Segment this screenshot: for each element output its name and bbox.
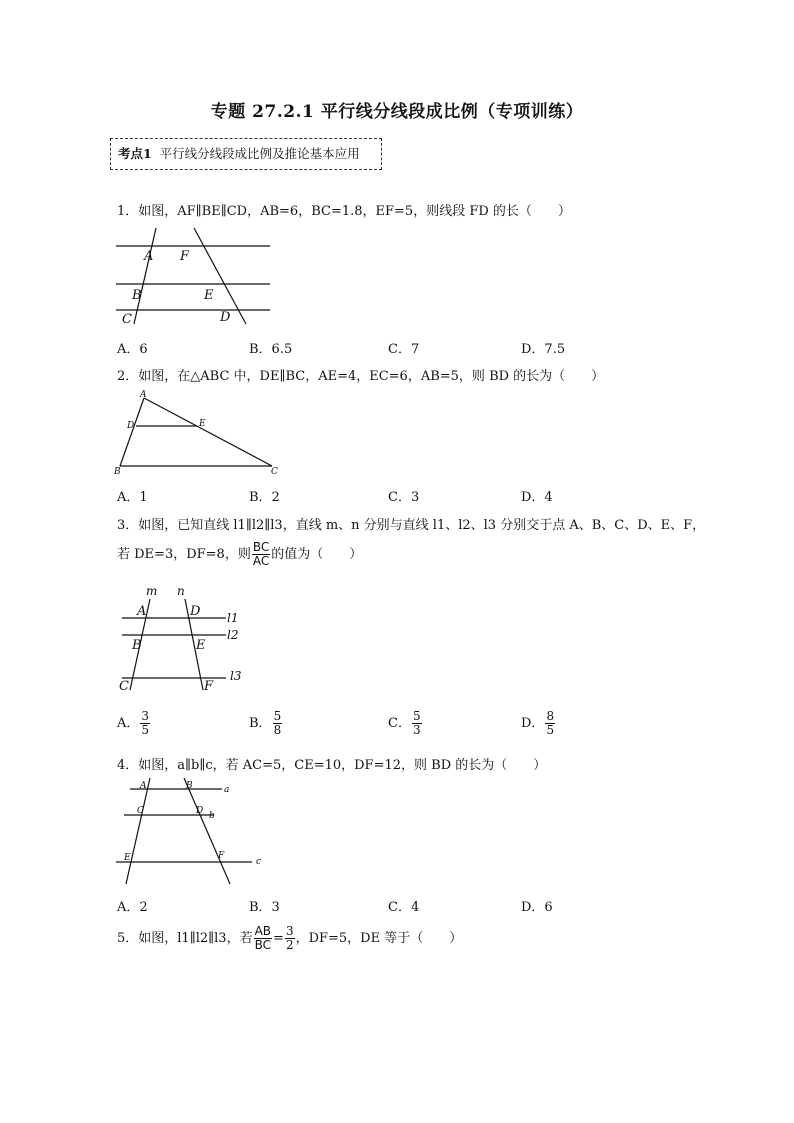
section-heading-box [110, 138, 382, 170]
q3-c-num: 5 [412, 709, 421, 723]
q1-option-d[interactable]: D．7.5 [521, 342, 566, 357]
section-label: 考点1 [118, 146, 152, 161]
q5-fraction-2 [285, 925, 295, 952]
q3-label-l3: l3 [230, 669, 242, 683]
q4-option-c[interactable]: C．4 [388, 900, 420, 915]
page-title: 专题 27.2.1 平行线分线段成比例（专项训练） [210, 102, 584, 122]
q5-frac1-num: AB [254, 924, 272, 938]
q3-d-num: 8 [546, 709, 555, 723]
q2-side-ac [144, 398, 272, 466]
q3-label-l1: l1 [227, 611, 239, 625]
question-4-stem: 4．如图，a∥b∥c，若 AC=5，CE=10，DF=12，则 BD 的长为（ ） [117, 758, 547, 773]
q2-label-c: C [271, 467, 278, 476]
question-1-stem: 1．如图，AF∥BE∥CD，AB=6，BC=1.8，EF=5，则线段 FD 的长（ ） [117, 204, 571, 219]
q4-label-a: A [140, 781, 147, 791]
q3-option-c-prefix: C． [388, 716, 411, 731]
q2-option-b[interactable]: B．2 [249, 490, 280, 505]
q3-label-n: n [177, 584, 185, 598]
q3-stem-post: 的值为（ ） [271, 547, 363, 562]
q2-label-d: D [127, 421, 135, 431]
q5-frac1-den: BC [254, 938, 271, 952]
q3-label-e: E [196, 638, 206, 653]
q3-option-a-prefix: A． [117, 716, 140, 731]
q3-c-den: 3 [412, 723, 421, 737]
q3-label-b: B [132, 638, 142, 653]
q3-label-d: D [190, 604, 201, 619]
q4-label-line-b: b [209, 811, 215, 821]
q1-option-a[interactable]: A．6 [117, 342, 148, 357]
q1-option-c[interactable]: C．7 [388, 342, 420, 357]
q3-stem-fraction [252, 541, 270, 568]
q3-stem-pre: 若 DE=3，DF=8，则 [117, 547, 251, 562]
q4-label-b: B [186, 781, 193, 791]
q3-label-a: A [137, 604, 147, 619]
q4-label-e: E [124, 853, 131, 863]
q5-stem-post: ，DF=5，DE 等于（ ） [295, 931, 463, 946]
q3-a-den: 5 [141, 723, 150, 737]
q3-label-l2: l2 [227, 628, 239, 642]
q4-transversal-left [126, 778, 150, 884]
q3-label-m: m [146, 584, 158, 598]
q2-label-e: E [199, 419, 206, 429]
q3-frac-num: BC [252, 540, 270, 554]
q2-label-b: B [114, 467, 121, 476]
q4-option-a[interactable]: A．2 [117, 900, 148, 915]
q4-option-d[interactable]: D．6 [521, 900, 553, 915]
q1-label-e: E [204, 288, 214, 303]
q4-label-line-c: c [256, 857, 262, 867]
q5-equals: = [273, 931, 284, 946]
q4-label-c: C [137, 806, 144, 816]
q2-option-d[interactable]: D．4 [521, 490, 553, 505]
q2-option-c[interactable]: C．3 [388, 490, 420, 505]
question-2-figure [112, 388, 282, 476]
question-3-stem-line1: 3．如图，已知直线 l1∥l2∥l3，直线 m、n 分别与直线 l1、l2、l3 分别交于点 A、B、C、D、E、F， [117, 518, 706, 533]
q3-option-a[interactable] [117, 710, 151, 737]
q3-a-num: 3 [141, 709, 150, 723]
section-text: 平行线分线段成比例及推论基本应用 [159, 146, 360, 161]
q5-fraction-1 [254, 925, 272, 952]
q3-frac-den: AC [252, 554, 270, 568]
q1-label-b: B [132, 288, 142, 303]
question-4-figure [112, 776, 270, 888]
q3-option-b-prefix: B． [249, 716, 272, 731]
question-2-stem: 2．如图，在△ABC 中，DE∥BC，AE=4，EC=6，AB=5，则 BD 的长为（ ） [117, 369, 605, 384]
q3-d-den: 5 [546, 723, 555, 737]
q5-frac2-num: 3 [285, 924, 294, 938]
q3-option-d[interactable] [521, 710, 556, 737]
q4-label-line-a: a [224, 785, 230, 795]
q2-label-a: A [140, 390, 147, 400]
question-1-figure [112, 224, 276, 328]
q4-option-b[interactable]: B．3 [249, 900, 280, 915]
q4-label-d: D [196, 806, 204, 816]
q3-label-c: C [119, 679, 129, 694]
q3-option-b[interactable] [249, 710, 283, 737]
q3-b-den: 8 [273, 723, 282, 737]
q5-frac2-den: 2 [285, 938, 294, 952]
q3-b-num: 5 [273, 709, 282, 723]
q3-option-c[interactable] [388, 710, 423, 737]
q3-option-a-fraction [140, 710, 150, 737]
q2-side-ab [120, 398, 144, 466]
q2-option-a[interactable]: A．1 [117, 490, 148, 505]
question-3-figure [112, 582, 252, 694]
q1-label-a: A [144, 249, 154, 264]
q4-label-f: F [218, 851, 225, 861]
q1-option-b[interactable]: B．6.5 [249, 342, 293, 357]
q1-label-c: C [122, 312, 132, 327]
q1-label-d: D [220, 310, 231, 325]
q3-label-f: F [204, 679, 214, 694]
q5-stem-pre: 5．如图，l1∥l2∥l3，若 [117, 931, 253, 946]
question-5-stem [117, 925, 462, 952]
q3-option-d-prefix: D． [521, 716, 545, 731]
question-3-stem-line2 [117, 541, 362, 568]
q1-label-f: F [180, 249, 190, 264]
q3-option-b-fraction [273, 710, 283, 737]
q3-option-d-fraction [545, 710, 555, 737]
q3-option-c-fraction [412, 710, 422, 737]
